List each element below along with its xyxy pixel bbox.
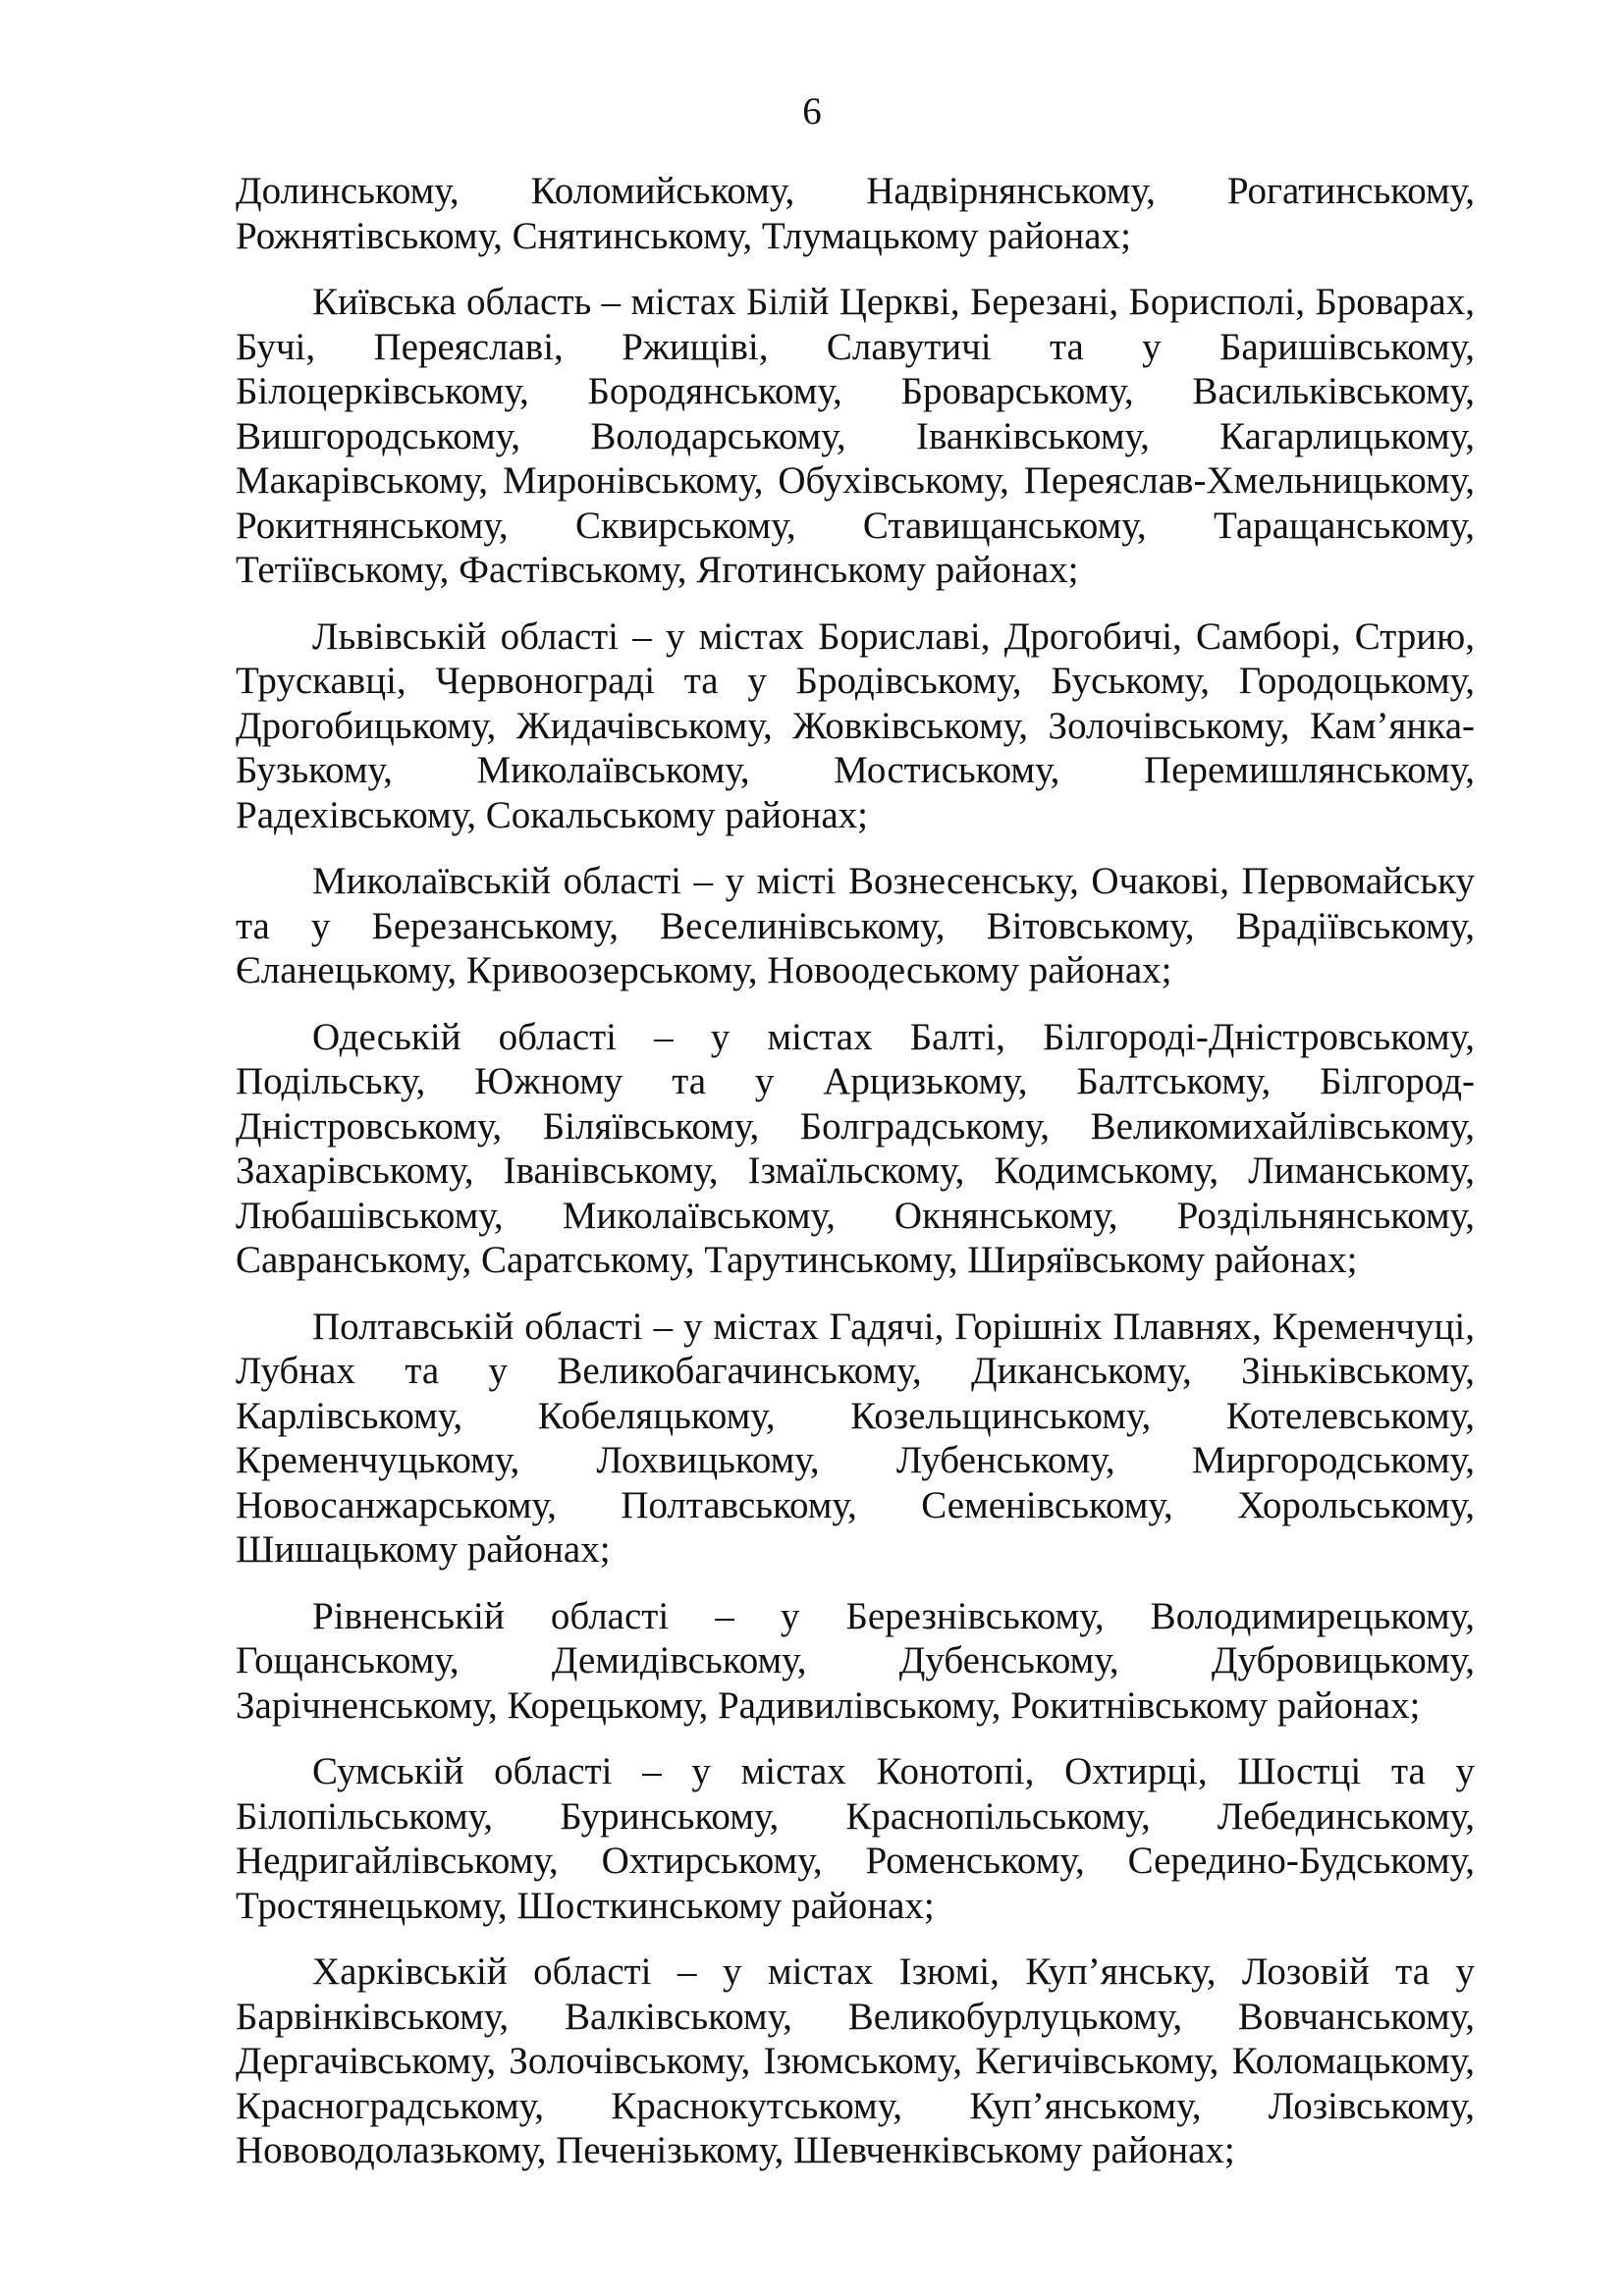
paragraph-odesa-region: Одеській області – у містах Балті, Білгороді-Дністровському, Подільську, Южному та у Арцизькому, Балтському, Білгород-Дністровському, Біляївському, Болградському, Великомихайлівському, Захарівському, Іванівському, Ізмаїльскому, Кодимському, Лиманському, Любашівському, Миколаївському, Окнянському, Роздільнянському, Савранському, Саратському, Тарутинському, Ширяївському районах; [236, 1015, 1475, 1281]
paragraph-kharkiv-region: Харківській області – у містах Ізюмі, Куп’янську, Лозовій та у Барвінківському, Валківському, Великобурлуцькому, Вовчанському, Дергачівському, Золочівському, Ізюмському, Кегичівському, Коломацькому, Красноградському, Краснокутському, Куп’янському, Лозівському, Нововодолазькому, Печенізькому, Шевченківському районах; [236, 1950, 1475, 2171]
paragraph-poltava-region: Полтавській області – у містах Гадячі, Горішніх Плавнях, Кременчуці, Лубнах та у Великобагачинському, Диканському, Зіньківському, Карлівському, Кобеляцькому, Козельщинському, Котелевському, Кременчуцькому, Лохвицькому, Лубенському, Миргородському, Новосанжарському, Полтавському, Семенівському, Хорольському, Шишацькому районах; [236, 1305, 1475, 1571]
paragraph-kyiv-region: Київська область – містах Білій Церкві, Березані, Борисполі, Броварах, Бучі, Переяславі, Ржищіві, Славутичі та у Баришівському, Білоцерківському, Бородянському, Броварському, Васильківському, Вишгородському, Володарському, Іванківському, Кагарлицькому, Макарівському, Миронівському, Обухівському, Переяслав-Хмельницькому, Рокитнянському, Сквирському, Ставищанському, Таращанському, Тетіївському, Фастівському, Яготинському районах; [236, 281, 1475, 591]
paragraph-lviv-region: Львівській області – у містах Бориславі, Дрогобичі, Самборі, Стрию, Трускавці, Червонограді та у Бродівському, Буському, Городоцькому, Дрогобицькому, Жидачівському, Жовківському, Золочівському, Кам’янка-Бузькому, Миколаївському, Мостиському, Перемишлянському, Радехівському, Сокальському районах; [236, 614, 1475, 836]
paragraph-mykolaiv-region: Миколаївській області – у місті Вознесенську, Очакові, Первомайську та у Березанському, Веселинівському, Вітовському, Врадіївському, Єланецькому, Кривоозерському, Новоодеському районах; [236, 860, 1475, 991]
paragraph-sumy-region: Сумській області – у містах Конотопі, Охтирці, Шостці та у Білопільському, Буринському, Краснопільському, Лебединському, Недригайлівському, Охтирському, Роменському, Середино-Будському, Тростянецькому, Шосткинському районах; [236, 1750, 1475, 1927]
page-number: 6 [802, 90, 822, 133]
document-body [236, 169, 1475, 2195]
paragraph-rivne-region: Рівненській області – у Березнівському, Володимирецькому, Гощанському, Демидівському, Дубенському, Дубровицькому, Зарічненському, Корецькому, Радивилівському, Рокитнівському районах; [236, 1594, 1475, 1727]
paragraph-ivano-frankivsk-continuation: Долинському, Коломийському, Надвірнянському, Рогатинському, Рожнятівському, Снятинському, Тлумацькому районах; [236, 170, 1475, 257]
